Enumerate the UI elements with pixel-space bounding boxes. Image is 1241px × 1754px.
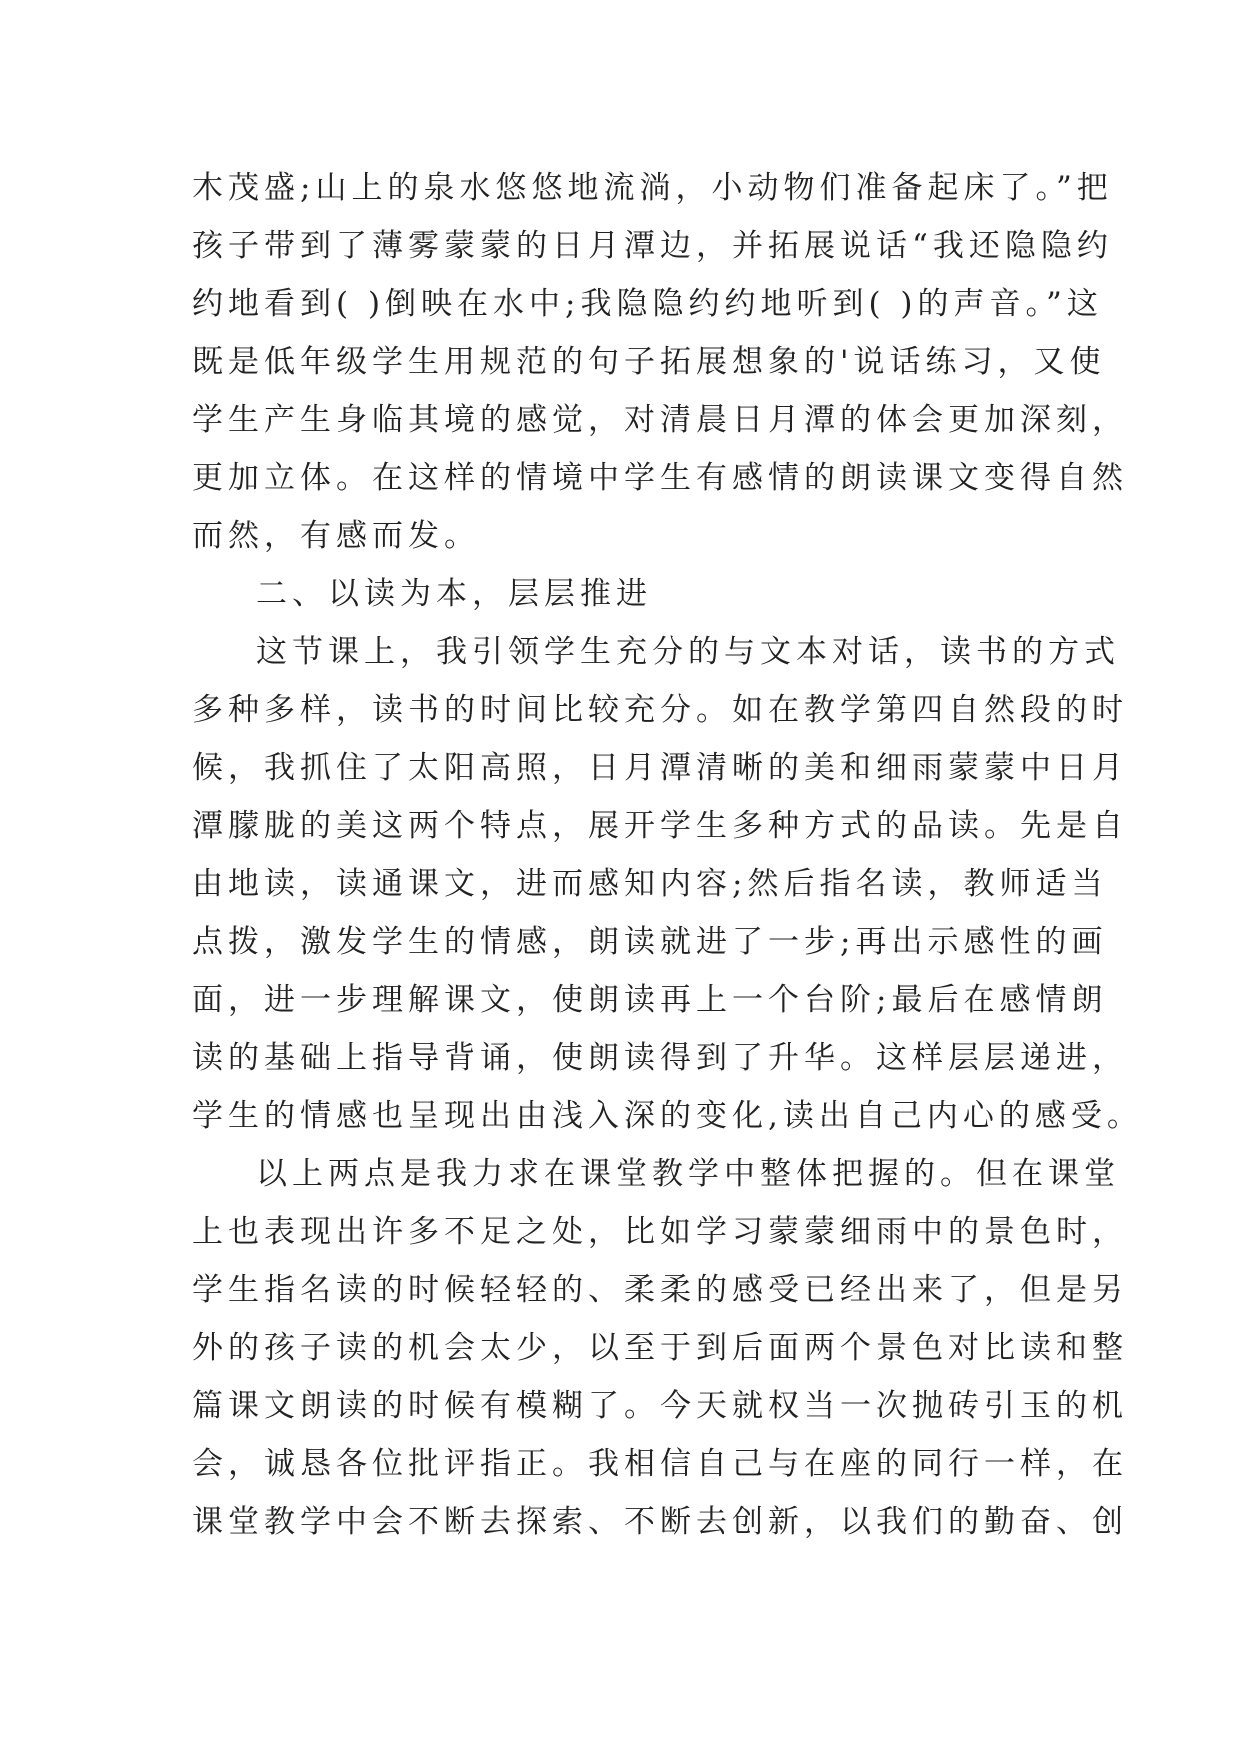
text-line: 学生的情感也呈现出由浅入深的变化,读出自己内心的感受。 (192, 1098, 1143, 1134)
text-line: 孩子带到了薄雾蒙蒙的日月潭边，并拓展说话“我还隐隐约 (192, 228, 1113, 264)
text-line: 以上两点是我力求在课堂教学中整体把握的。但在课堂 (256, 1156, 1120, 1192)
text-line: 而然，有感而发。 (192, 518, 480, 554)
text-line: 学生产生身临其境的感觉，对清晨日月潭的体会更加深刻， (192, 402, 1128, 438)
text-line: 学生指名读的时候轻轻的、柔柔的感受已经出来了，但是另 (192, 1272, 1128, 1308)
text-line: 上也表现出许多不足之处，比如学习蒙蒙细雨中的景色时， (192, 1214, 1128, 1250)
text-line: 面，进一步理解课文，使朗读再上一个台阶;最后在感情朗 (192, 982, 1108, 1018)
text-line: 木茂盛;山上的泉水悠悠地流淌，小动物们准备起床了。”把 (192, 170, 1113, 206)
text-line: 这节课上，我引领学生充分的与文本对话，读书的方式 (256, 634, 1120, 670)
text-line: 潭朦胧的美这两个特点，展开学生多种方式的品读。先是自 (192, 808, 1128, 844)
text-line: 点拨，激发学生的情感，朗读就进了一步;再出示感性的画 (192, 924, 1108, 960)
text-line: 由地读，读通课文，进而感知内容;然后指名读，教师适当 (192, 866, 1108, 902)
text-line: 读的基础上指导背诵，使朗读得到了升华。这样层层递进， (192, 1040, 1128, 1076)
text-line: 既是低年级学生用规范的句子拓展想象的'说话练习，又使 (192, 344, 1106, 380)
text-line: 二、以读为本，层层推进 (256, 576, 652, 612)
text-line: 外的孩子读的机会太少，以至于到后面两个景色对比读和整 (192, 1330, 1128, 1366)
text-line: 课堂教学中会不断去探索、不断去创新，以我们的勤奋、创 (192, 1504, 1128, 1540)
text-line: 多种多样，读书的时间比较充分。如在教学第四自然段的时 (192, 692, 1128, 728)
text-line: 候，我抓住了太阳高照，日月潭清晰的美和细雨蒙蒙中日月 (192, 750, 1128, 786)
text-line: 约地看到( )倒映在水中;我隐隐约约地听到( )的声音。”这 (192, 286, 1103, 322)
text-line: 会，诚恳各位批评指正。我相信自己与在座的同行一样，在 (192, 1446, 1128, 1482)
text-line: 更加立体。在这样的情境中学生有感情的朗读课文变得自然 (192, 460, 1128, 496)
text-line: 篇课文朗读的时候有模糊了。今天就权当一次抛砖引玉的机 (192, 1388, 1128, 1424)
body-text (192, 159, 1143, 1551)
